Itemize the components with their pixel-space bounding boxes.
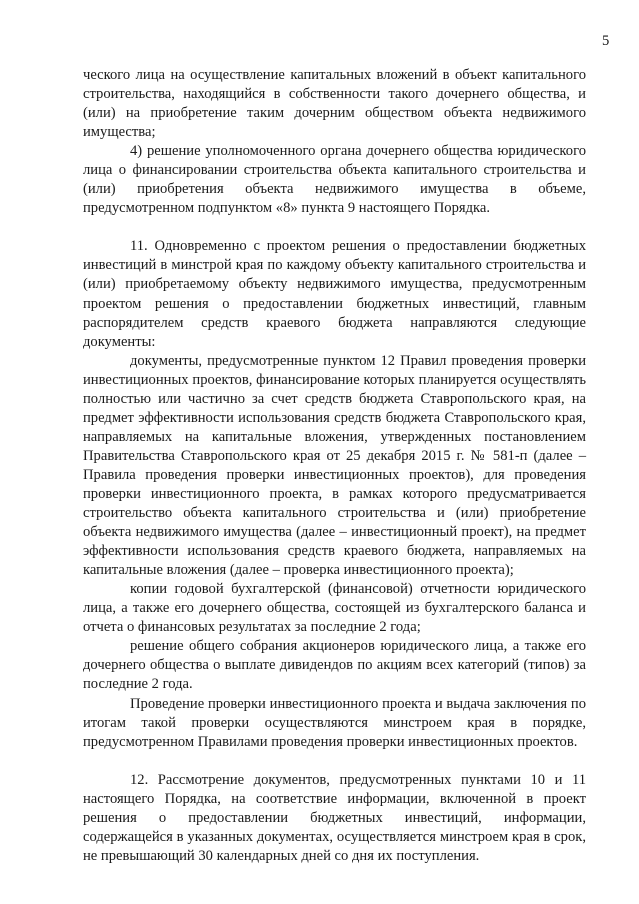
paragraph: Проведение проверки инвестиционного проекта и выдача заключения по итогам такой проверки осуществляются минстроем края в порядке, предусмотренном Правилами проведения проверки инвестиционных проектов. (83, 695, 586, 750)
paragraph: ческого лица на осуществление капитальных вложений в объект капитального строительства, находящийся в собственности такого дочернего общества, и (или) на приобретение таким дочерним обществом объекта недвижимого имущества; (83, 67, 586, 141)
paragraph: 11. Одновременно с проектом решения о предоставлении бюджетных инвестиций в минстрой края по каждому объекту капитального строительства и (или) приобретаемому объекту недвижимого имущества, предусмотренным проектом решения о предоставлении бюджетных инвестиций, главным распорядителем средств краевого бюджета направляются следующие документы: (83, 238, 586, 350)
paragraph: документы, предусмотренные пунктом 12 Правил проведения проверки инвестиционных проектов, финансирование которых планируется осуществлять полностью или частично за счет средств бюджета Ставропольского края, на предмет эффективности использования средств бюджета Ставропольского края, направляемых на капитальные вложения, утвержденных постановлением Правительства Ставропольского края от 25 декабря 2015 г. № 581-п (далее – Правила проведения проверки инвестиционных проектов), для проведения проверки инвестиционного проекта, в рамках которого предусматривается строительство объекта капитального строительства и (или) приобретение объекта недвижимого имущества (далее – инвестиционный проект), на предмет эффективности использования средств краевого бюджета, направляемых на капитальные вложения (далее – проверка инвестиционного проекта); (83, 352, 586, 579)
paragraph: решение общего собрания акционеров юридического лица, а также его дочернего общества о выплате дивидендов по акциям всех категорий (типов) за последние 2 года. (83, 638, 586, 693)
paragraph: 12. Рассмотрение документов, предусмотренных пунктами 10 и 11 настоящего Порядка, на соответствие информации, включенной в проект решения о предоставлении бюджетных инвестиций, информации, содержащейся в указанных документах, осуществляется минстроем края в срок, не превышающий 30 календарных дней со дня их поступления. (83, 771, 586, 864)
paragraph: копии годовой бухгалтерской (финансовой) отчетности юридического лица, а также его дочернего общества, состоящей из бухгалтерского баланса и отчета о финансовых результатах за последние 2 года; (83, 581, 586, 636)
paragraph-gap (83, 752, 586, 771)
paragraph-gap (83, 218, 586, 237)
document-body (83, 66, 586, 866)
page-number: 5 (602, 33, 610, 49)
paragraph: 4) решение уполномоченного органа дочернего общества юридического лица о финансировании строительства объекта капитального строительства и (или) приобретения объекта недвижимого имущества в объеме, предусмотренном подпунктом «8» пункта 9 настоящего Порядка. (83, 143, 586, 217)
